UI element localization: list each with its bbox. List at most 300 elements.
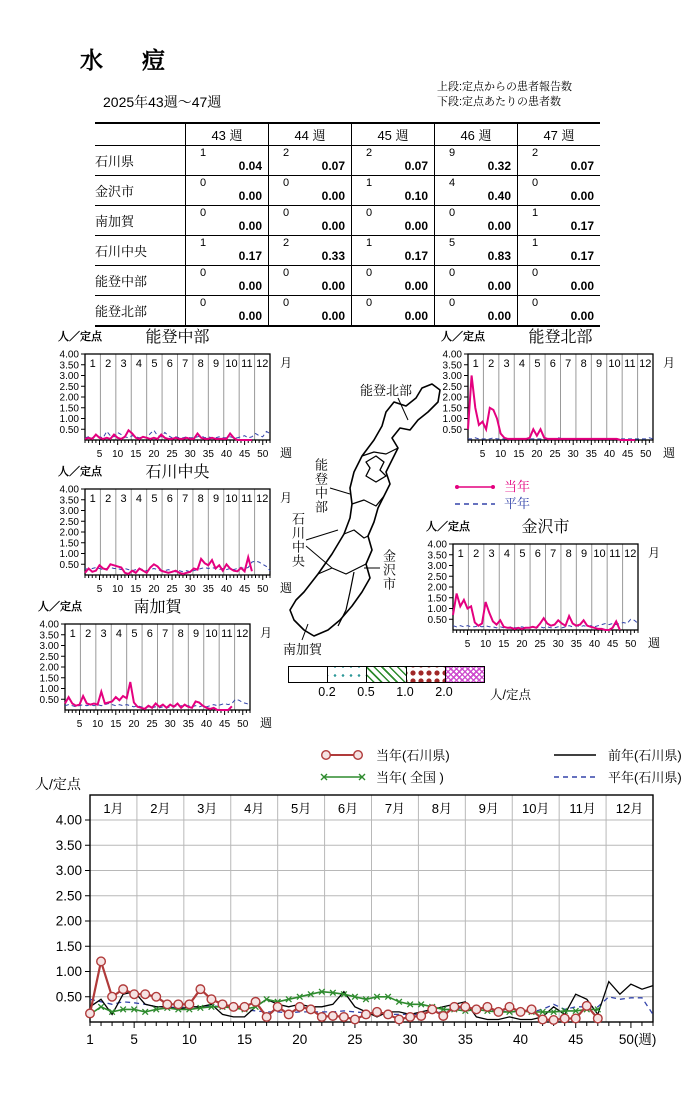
svg-text:30: 30 — [164, 719, 176, 730]
svg-text:50: 50 — [257, 584, 269, 595]
weekly-report-table — [95, 122, 600, 327]
table-row — [95, 236, 600, 266]
map-label-kanazawa: 金沢市 — [381, 549, 396, 591]
big-chart-legend — [318, 745, 700, 786]
svg-text:1: 1 — [457, 548, 464, 560]
svg-text:40: 40 — [603, 449, 616, 460]
svg-text:11: 11 — [609, 548, 621, 560]
big-chart-y-axis-unit: 人/定点 — [35, 776, 81, 792]
svg-text:3.50: 3.50 — [442, 360, 462, 372]
per-sentinel-rate: 0.83 — [487, 249, 511, 263]
svg-text:4: 4 — [115, 628, 123, 640]
regional-chart-legend — [452, 478, 530, 512]
svg-text:4.00: 4.00 — [59, 349, 79, 361]
map-boundary-kanazawa-kaga — [318, 564, 366, 574]
map-boundary-south — [338, 572, 354, 626]
svg-text:1: 1 — [472, 358, 479, 370]
col-header-week43: 43 週 — [186, 123, 269, 146]
svg-text:1.00: 1.00 — [59, 549, 79, 560]
table-row — [95, 146, 600, 176]
svg-text:15: 15 — [130, 584, 142, 595]
svg-text:5: 5 — [96, 584, 103, 595]
table-header-row — [95, 123, 600, 146]
svg-text:5: 5 — [534, 358, 541, 370]
svg-text:1.50: 1.50 — [59, 403, 79, 415]
svg-text:6: 6 — [166, 493, 173, 505]
average-year-line-sample — [452, 499, 498, 509]
value-cell — [352, 146, 435, 176]
scale-swatch-2 — [327, 667, 366, 682]
per-sentinel-rate: 0.00 — [570, 309, 594, 323]
scale-swatch-3 — [366, 667, 405, 682]
legend-current-label: 当年 — [504, 479, 531, 494]
svg-text:35: 35 — [202, 584, 214, 595]
svg-text:週: 週 — [280, 446, 293, 460]
svg-text:7: 7 — [162, 628, 169, 640]
svg-text:35: 35 — [585, 449, 597, 460]
reported-count: 2 — [283, 147, 290, 159]
big-chart-plot — [56, 795, 657, 1047]
value-cell — [518, 236, 601, 266]
svg-text:50: 50 — [625, 639, 637, 650]
svg-text:30: 30 — [184, 449, 196, 460]
svg-text:4: 4 — [135, 493, 143, 505]
reported-count: 1 — [200, 147, 207, 159]
svg-text:3.00: 3.00 — [59, 506, 79, 517]
svg-text:25: 25 — [534, 639, 546, 650]
svg-text:6: 6 — [549, 358, 556, 370]
svg-text:3.50: 3.50 — [59, 495, 79, 507]
per-sentinel-rate: 0.00 — [404, 219, 428, 233]
svg-text:3: 3 — [120, 493, 127, 505]
svg-text:8: 8 — [197, 493, 204, 505]
svg-text:20: 20 — [516, 639, 528, 650]
svg-text:7: 7 — [182, 493, 189, 505]
svg-text:50(週): 50(週) — [618, 1032, 657, 1047]
svg-text:4.00: 4.00 — [442, 349, 462, 361]
per-sentinel-rate: 0.00 — [321, 189, 345, 203]
svg-text:8: 8 — [565, 548, 572, 560]
y-axis-unit-label: 人／定点 — [58, 331, 102, 343]
minami-kaga-chart-svg — [10, 616, 302, 740]
svg-text:3: 3 — [503, 358, 510, 370]
svg-text:8: 8 — [177, 628, 184, 640]
per-sentinel-rate: 0.17 — [570, 249, 594, 263]
svg-text:25: 25 — [166, 584, 178, 595]
note-line-2: 下段:定点あたりの患者数 — [437, 96, 562, 108]
svg-text:5: 5 — [131, 628, 138, 640]
svg-text:9: 9 — [595, 358, 603, 370]
svg-text:11: 11 — [221, 628, 233, 640]
legend-label-average-ishikawa: 平年(石川県) — [608, 770, 682, 785]
legend-label-current-ishikawa: 当年(石川県) — [376, 748, 450, 763]
noto-chubu-plot — [60, 350, 292, 461]
scale-swatch-5 — [445, 667, 484, 682]
svg-text:月: 月 — [663, 356, 676, 370]
map-boundary-chuo-kanazawa — [344, 530, 368, 538]
svg-text:1: 1 — [89, 358, 96, 370]
svg-text:2: 2 — [473, 548, 480, 560]
per-sentinel-rate: 0.07 — [404, 159, 428, 173]
svg-text:5: 5 — [76, 719, 83, 730]
svg-text:2.00: 2.00 — [442, 392, 462, 404]
svg-text:2: 2 — [105, 358, 112, 370]
svg-text:5: 5 — [151, 358, 158, 370]
value-cell — [352, 236, 435, 266]
svg-text:10: 10 — [608, 358, 621, 370]
svg-text:10: 10 — [593, 548, 606, 560]
value-cell — [435, 176, 518, 206]
svg-text:月: 月 — [260, 626, 273, 640]
svg-text:2.50: 2.50 — [442, 381, 462, 393]
svg-text:1.50: 1.50 — [39, 673, 59, 685]
svg-text:3: 3 — [488, 548, 495, 560]
svg-text:20: 20 — [531, 449, 543, 460]
svg-text:15: 15 — [237, 1032, 253, 1047]
table-row — [95, 266, 600, 296]
svg-text:35: 35 — [182, 719, 194, 730]
label-line-noto-hokubu — [398, 398, 408, 420]
legend-label-previous-ishikawa: 前年(石川県) — [608, 748, 682, 763]
svg-text:9月: 9月 — [478, 801, 499, 816]
svg-text:10: 10 — [225, 493, 238, 505]
svg-text:10月: 10月 — [521, 801, 550, 816]
svg-text:0.50: 0.50 — [59, 424, 79, 436]
svg-text:8月: 8月 — [431, 801, 452, 816]
svg-text:4.00: 4.00 — [59, 484, 79, 496]
per-sentinel-rate: 0.00 — [238, 309, 262, 323]
legend-marker-current-national — [318, 770, 368, 784]
map-label-ishikawa-chuo: 石川中央 — [290, 512, 305, 568]
reported-count: 1 — [532, 207, 539, 219]
y-axis-unit-label: 人／定点 — [426, 521, 470, 533]
ishikawa-chuo-series-当年 — [85, 557, 252, 574]
y-axis-unit-label: 人／定点 — [38, 601, 82, 613]
reported-count: 0 — [532, 177, 539, 189]
svg-text:45: 45 — [239, 584, 251, 595]
svg-text:10: 10 — [181, 1032, 197, 1047]
svg-text:40: 40 — [220, 584, 233, 595]
chart-title: 石川中央 — [145, 464, 210, 481]
reported-count: 0 — [283, 177, 290, 189]
per-sentinel-rate: 0.00 — [487, 309, 511, 323]
svg-text:2.50: 2.50 — [39, 651, 59, 663]
svg-text:2.00: 2.00 — [39, 662, 59, 674]
scale-tick-0-5: 0.5 — [357, 685, 375, 699]
incidence-scale-bar — [288, 666, 558, 700]
svg-text:7: 7 — [565, 358, 572, 370]
svg-text:25: 25 — [347, 1032, 363, 1047]
reported-count: 0 — [200, 177, 207, 189]
table-note — [437, 80, 572, 110]
reported-count: 0 — [366, 267, 373, 279]
svg-text:3.00: 3.00 — [427, 561, 447, 572]
svg-text:12: 12 — [256, 358, 269, 370]
value-cell — [269, 176, 352, 206]
reported-count: 0 — [449, 267, 456, 279]
ishikawa-chuo-plot — [60, 485, 292, 596]
reported-count: 0 — [283, 267, 290, 279]
minami-kaga-plot — [40, 620, 272, 731]
svg-text:2.00: 2.00 — [59, 392, 79, 404]
per-sentinel-rate: 0.33 — [321, 249, 345, 263]
chart-block-ishikawa-chuo — [30, 463, 322, 605]
per-sentinel-rate: 0.00 — [570, 279, 594, 293]
kanazawa-series-当年 — [453, 594, 620, 631]
map-label-noto-chubu: 能登中部 — [313, 458, 328, 514]
svg-text:週: 週 — [280, 581, 293, 595]
reported-count: 4 — [449, 177, 456, 189]
svg-text:3月: 3月 — [197, 801, 218, 816]
svg-text:35: 35 — [570, 639, 582, 650]
svg-text:12: 12 — [236, 628, 249, 640]
per-sentinel-rate: 0.00 — [570, 189, 594, 203]
per-sentinel-rate: 0.40 — [487, 189, 511, 203]
value-cell — [186, 176, 269, 206]
per-sentinel-rate: 0.17 — [238, 249, 262, 263]
svg-text:0.50: 0.50 — [39, 694, 59, 706]
region-cell: 石川県 — [95, 154, 135, 169]
svg-text:1.00: 1.00 — [59, 414, 79, 425]
svg-text:7: 7 — [182, 358, 189, 370]
per-sentinel-rate: 0.00 — [321, 219, 345, 233]
region-cell: 金沢市 — [95, 184, 135, 199]
value-cell — [352, 266, 435, 296]
svg-text:3.00: 3.00 — [39, 641, 59, 652]
table-corner — [95, 123, 186, 146]
region-cell: 南加賀 — [95, 214, 135, 229]
value-cell — [269, 266, 352, 296]
reported-count: 1 — [366, 177, 373, 189]
svg-text:3: 3 — [120, 358, 127, 370]
value-cell — [186, 146, 269, 176]
ishikawa-prefecture-map — [288, 368, 468, 662]
y-axis-unit-label: 人／定点 — [441, 331, 485, 343]
svg-text:1.00: 1.00 — [55, 964, 82, 979]
reported-count: 2 — [532, 147, 539, 159]
svg-text:12: 12 — [624, 548, 637, 560]
value-cell — [186, 206, 269, 236]
svg-text:12: 12 — [639, 358, 652, 370]
value-cell — [352, 206, 435, 236]
svg-text:1.50: 1.50 — [59, 538, 79, 550]
svg-text:4: 4 — [518, 358, 526, 370]
col-header-week44: 44 週 — [269, 123, 352, 146]
noto-chubu-chart-svg — [30, 346, 322, 470]
svg-text:11月: 11月 — [569, 801, 596, 816]
value-cell — [186, 296, 269, 327]
scale-tick-2-0: 2.0 — [435, 685, 453, 699]
reported-count: 0 — [200, 297, 207, 309]
svg-text:12: 12 — [256, 493, 269, 505]
per-sentinel-rate: 0.00 — [404, 309, 428, 323]
svg-text:30: 30 — [184, 584, 196, 595]
col-header-week47: 47 週 — [518, 123, 601, 146]
y-axis-unit-label: 人／定点 — [58, 466, 102, 478]
svg-text:週: 週 — [648, 636, 661, 650]
region-cell: 能登中部 — [95, 274, 148, 289]
svg-text:2: 2 — [85, 628, 92, 640]
svg-text:5月: 5月 — [291, 801, 312, 816]
svg-text:4: 4 — [503, 548, 511, 560]
svg-text:35: 35 — [457, 1032, 473, 1047]
reported-count: 0 — [283, 207, 290, 219]
reported-count: 1 — [532, 237, 539, 249]
ishikawa-chuo-chart-svg — [30, 481, 322, 605]
svg-text:3.00: 3.00 — [442, 371, 462, 382]
svg-text:1.50: 1.50 — [427, 593, 447, 605]
per-sentinel-rate: 0.07 — [570, 159, 594, 173]
svg-text:3.50: 3.50 — [39, 630, 59, 642]
svg-text:4: 4 — [135, 358, 143, 370]
value-cell — [435, 266, 518, 296]
svg-text:50: 50 — [237, 719, 249, 730]
svg-text:4月: 4月 — [244, 801, 265, 816]
svg-text:45: 45 — [239, 449, 251, 460]
svg-text:7月: 7月 — [384, 801, 406, 816]
svg-text:9: 9 — [212, 493, 220, 505]
chart-block-minami-kaga — [10, 598, 302, 740]
svg-text:25: 25 — [166, 449, 178, 460]
svg-text:3.50: 3.50 — [55, 837, 82, 853]
map-notojima-island — [366, 456, 386, 482]
svg-text:1: 1 — [86, 1032, 94, 1047]
svg-text:月: 月 — [280, 356, 293, 370]
reported-count: 0 — [366, 207, 373, 219]
svg-text:3: 3 — [100, 628, 107, 640]
value-cell — [435, 146, 518, 176]
noto-hokubu-plot — [443, 350, 675, 461]
per-sentinel-rate: 0.10 — [404, 189, 428, 203]
svg-text:週: 週 — [260, 716, 273, 730]
per-sentinel-rate: 0.00 — [238, 279, 262, 293]
svg-text:3.50: 3.50 — [427, 550, 447, 562]
legend-marker-average-ishikawa — [550, 770, 600, 784]
svg-text:1.00: 1.00 — [39, 684, 59, 695]
reported-count: 0 — [532, 297, 539, 309]
map-label-minami-kaga: 南加賀 — [283, 642, 323, 657]
table-row — [95, 206, 600, 236]
per-sentinel-rate: 0.00 — [321, 279, 345, 293]
svg-text:20: 20 — [292, 1032, 308, 1047]
value-cell — [518, 146, 601, 176]
svg-text:10: 10 — [92, 719, 104, 730]
chart-block-noto-chubu — [30, 328, 322, 470]
svg-text:11: 11 — [241, 493, 253, 505]
per-sentinel-rate: 0.17 — [570, 219, 594, 233]
svg-text:30: 30 — [567, 449, 579, 460]
note-line-1: 上段:定点からの患者報告数 — [437, 81, 573, 93]
svg-text:5: 5 — [464, 639, 471, 650]
svg-text:10: 10 — [495, 449, 507, 460]
chart-title: 能登北部 — [528, 329, 593, 346]
value-cell — [186, 236, 269, 266]
svg-text:6: 6 — [534, 548, 541, 560]
value-cell — [269, 236, 352, 266]
svg-text:30: 30 — [402, 1032, 418, 1047]
chart-title: 南加賀 — [133, 599, 182, 616]
svg-text:週: 週 — [663, 446, 676, 460]
reported-count: 1 — [366, 237, 373, 249]
value-cell — [518, 206, 601, 236]
legend-average-label: 平年 — [504, 496, 531, 511]
prefecture-weekly-chart-svg — [0, 790, 700, 1055]
table-row — [95, 176, 600, 206]
reported-count: 0 — [532, 267, 539, 279]
scale-swatch-1 — [289, 667, 327, 682]
current-year-line-sample — [452, 482, 498, 492]
svg-text:4.00: 4.00 — [39, 619, 59, 631]
per-sentinel-rate: 0.00 — [238, 189, 262, 203]
svg-text:10: 10 — [225, 358, 238, 370]
svg-text:30: 30 — [552, 639, 564, 650]
reported-count: 0 — [366, 297, 373, 309]
svg-text:2.50: 2.50 — [59, 516, 79, 528]
svg-text:11: 11 — [241, 358, 253, 370]
svg-text:40: 40 — [200, 719, 213, 730]
per-sentinel-rate: 0.32 — [487, 159, 511, 173]
svg-text:50: 50 — [640, 449, 652, 460]
per-sentinel-rate: 0.07 — [321, 159, 345, 173]
svg-text:4.00: 4.00 — [55, 812, 82, 828]
svg-text:月: 月 — [280, 491, 293, 505]
svg-text:40: 40 — [220, 449, 233, 460]
svg-text:45: 45 — [219, 719, 231, 730]
reported-count: 5 — [449, 237, 456, 249]
svg-text:0.50: 0.50 — [442, 424, 462, 436]
label-line-ishikawa-chuo-2 — [306, 546, 332, 568]
svg-text:20: 20 — [148, 449, 160, 460]
label-line-ishikawa-chuo-1 — [306, 530, 338, 540]
svg-text:35: 35 — [202, 449, 214, 460]
scale-bar-swatches — [288, 666, 485, 683]
svg-text:7: 7 — [550, 548, 557, 560]
per-sentinel-rate: 0.00 — [238, 219, 262, 233]
legend-marker-current-ishikawa — [318, 748, 368, 762]
svg-text:5: 5 — [130, 1032, 138, 1047]
map-label-noto-hokubu: 能登北部 — [360, 383, 413, 398]
value-cell — [269, 206, 352, 236]
svg-text:8: 8 — [197, 358, 204, 370]
value-cell — [518, 296, 601, 327]
per-sentinel-rate: 0.17 — [404, 249, 428, 263]
reported-count: 0 — [449, 297, 456, 309]
svg-text:1.00: 1.00 — [442, 414, 462, 425]
svg-text:1.00: 1.00 — [427, 604, 447, 615]
value-cell — [518, 266, 601, 296]
svg-text:8: 8 — [580, 358, 587, 370]
scale-tick-1-0: 1.0 — [396, 685, 414, 699]
value-cell — [352, 296, 435, 327]
svg-text:2.00: 2.00 — [59, 527, 79, 539]
table-row — [95, 296, 600, 327]
per-sentinel-rate: 0.00 — [487, 219, 511, 233]
svg-text:6: 6 — [146, 628, 153, 640]
svg-text:1.50: 1.50 — [55, 938, 82, 954]
svg-text:45: 45 — [607, 639, 619, 650]
svg-text:10: 10 — [112, 449, 124, 460]
svg-text:20: 20 — [148, 584, 160, 595]
value-cell — [518, 176, 601, 206]
per-sentinel-rate: 0.00 — [321, 309, 345, 323]
svg-text:11: 11 — [624, 358, 636, 370]
svg-text:9: 9 — [192, 628, 200, 640]
scale-unit-label: 人/定点 — [490, 688, 531, 702]
page-title: 水 痘 — [80, 47, 173, 73]
svg-text:1: 1 — [69, 628, 76, 640]
per-sentinel-rate: 0.04 — [238, 159, 262, 173]
svg-text:9: 9 — [212, 358, 220, 370]
